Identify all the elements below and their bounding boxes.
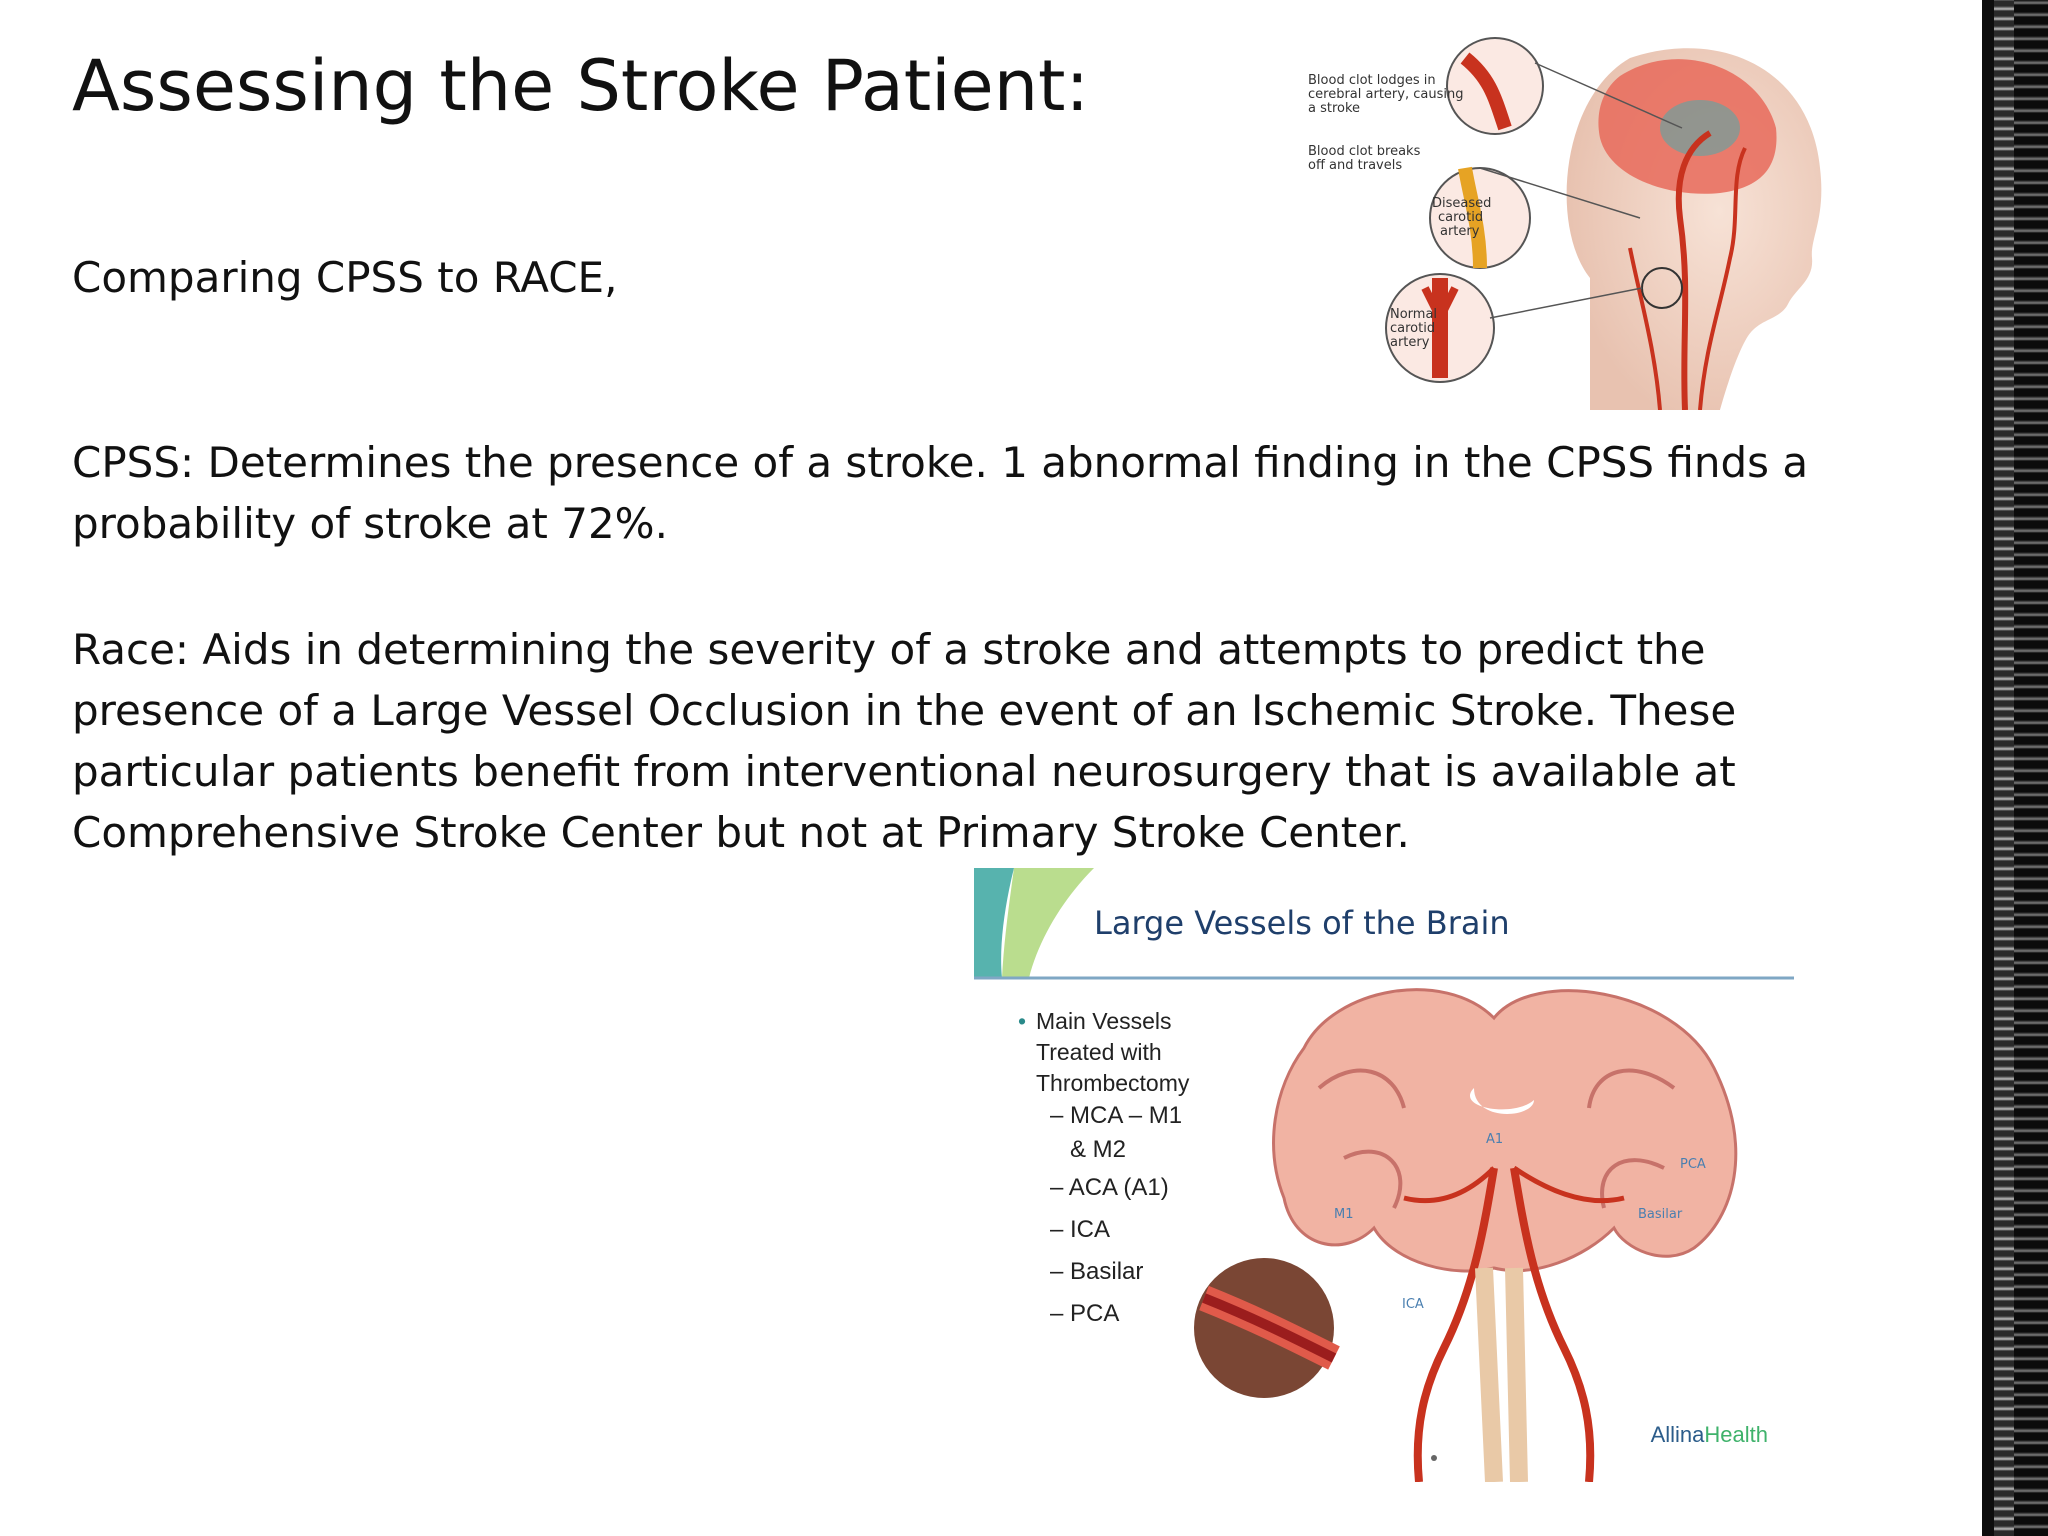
vessel-item-ica: – ICA bbox=[1050, 1216, 1111, 1243]
label-normal-1: Normal bbox=[1390, 307, 1438, 322]
label-clot-breaks-2: off and travels bbox=[1308, 158, 1403, 173]
vessels-list-heading-2: Treated with bbox=[1036, 1039, 1162, 1065]
label-diseased-1: Diseased bbox=[1432, 196, 1492, 211]
brain-label-pca: PCA bbox=[1680, 1157, 1706, 1172]
vessels-list-heading-1: Main Vessels bbox=[1036, 1008, 1172, 1034]
slide-title: Assessing the Stroke Patient: bbox=[72, 45, 1090, 127]
label-diseased-3: artery bbox=[1440, 224, 1480, 239]
large-vessels-figure bbox=[974, 868, 1798, 1482]
label-normal-2: carotid bbox=[1390, 321, 1436, 336]
slide-border-decoration bbox=[1982, 0, 2048, 1536]
slide-subtitle: Comparing CPSS to RACE, bbox=[72, 253, 618, 302]
label-clot-lodges-3: a stroke bbox=[1308, 101, 1361, 116]
label-normal-3: artery bbox=[1390, 335, 1430, 350]
vessels-figure-title: Large Vessels of the Brain bbox=[1094, 904, 1510, 942]
brand-health: Health bbox=[1704, 1422, 1768, 1447]
vessel-item-aca: – ACA (A1) bbox=[1050, 1174, 1169, 1201]
brand-allina: Allina bbox=[1650, 1422, 1705, 1447]
label-clot-lodges-2: cerebral artery, causing bbox=[1308, 87, 1464, 102]
allina-health-logo bbox=[1651, 1422, 1768, 1448]
vessels-list bbox=[1018, 1006, 1190, 1335]
label-clot-breaks-1: Blood clot breaks bbox=[1308, 144, 1421, 159]
vessels-list-heading-3: Thrombectomy bbox=[1036, 1070, 1190, 1096]
brain-label-a1: A1 bbox=[1486, 1132, 1504, 1147]
bullet-dot-icon: • bbox=[1018, 1008, 1027, 1034]
brain-label-m1: M1 bbox=[1334, 1207, 1354, 1222]
brain-label-ica: ICA bbox=[1402, 1297, 1424, 1312]
vessel-item-mca: – MCA – M1 bbox=[1050, 1102, 1183, 1129]
race-paragraph: Race: Aids in determining the severity of a stroke and attempts to predict the presence of a Large Vessel Occlusion in the event of an Ischemic Stroke. These particular patients benefit from interventional neurosurgery that is available at Comprehensive Stroke Center but not at Primary Stroke Center. bbox=[72, 625, 1737, 857]
stroke-illustration bbox=[1290, 18, 1850, 410]
cpss-paragraph: CPSS: Determines the presence of a stroke. 1 abnormal finding in the CPSS finds a probability of stroke at 72%. bbox=[72, 438, 1809, 548]
label-diseased-2: carotid bbox=[1438, 210, 1484, 225]
label-clot-lodges-1: Blood clot lodges in bbox=[1308, 73, 1436, 88]
brain-label-basilar: Basilar bbox=[1638, 1207, 1683, 1222]
stroke-illustration-graphic bbox=[1290, 18, 1850, 410]
vessel-item-pca: – PCA bbox=[1050, 1300, 1120, 1327]
vessel-item-mca-m2: & M2 bbox=[1050, 1136, 1127, 1163]
vessel-item-basilar: – Basilar bbox=[1050, 1258, 1144, 1285]
